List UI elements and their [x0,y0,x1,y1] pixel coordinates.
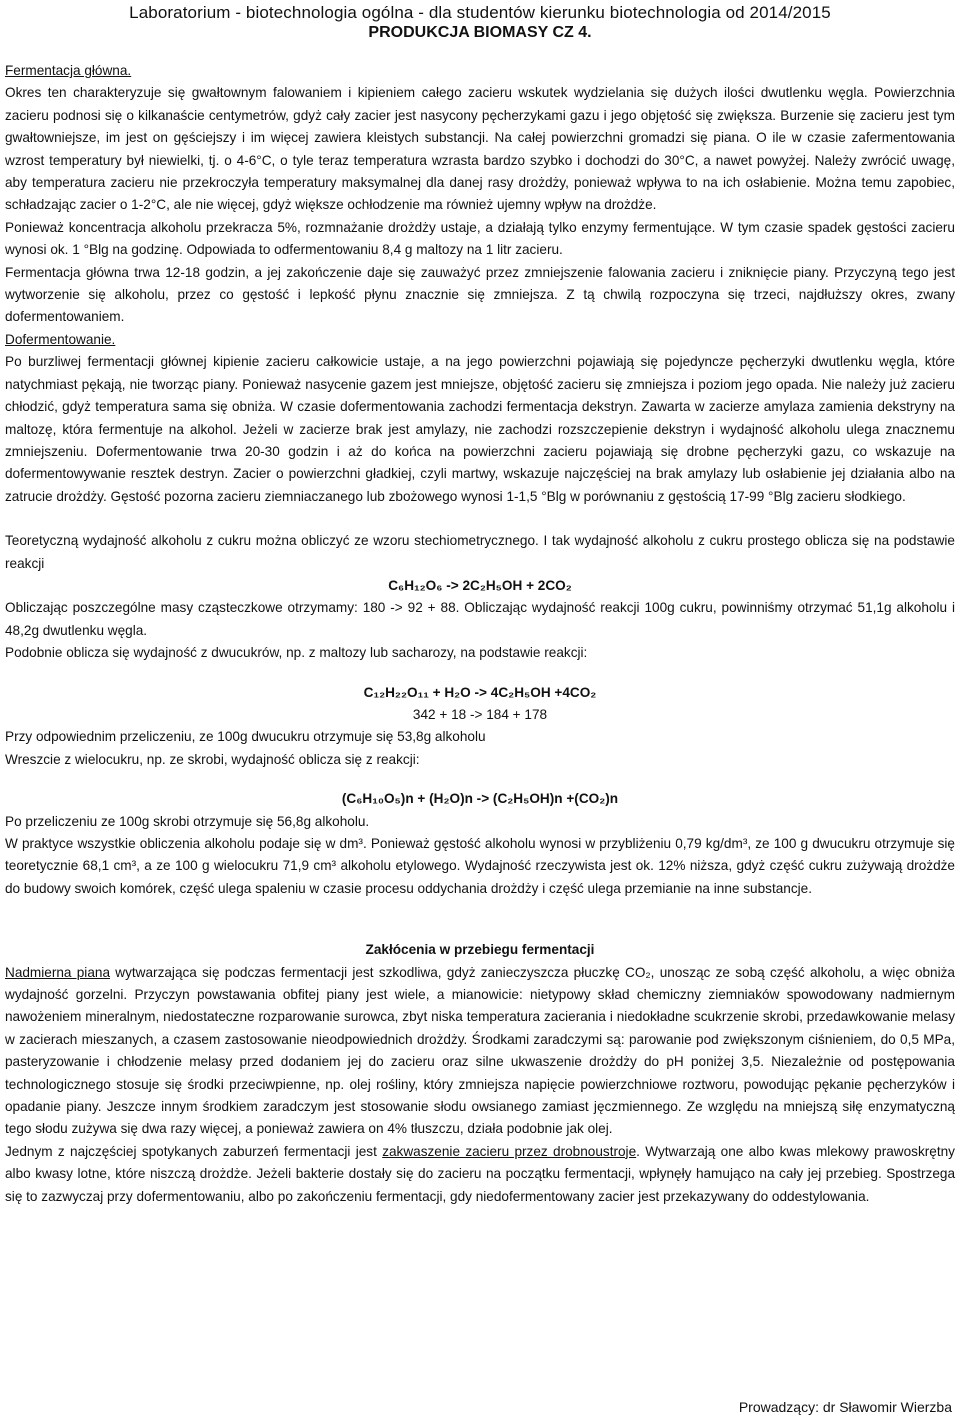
paragraph-text: Jednym z najczęściej spotykanych zaburzeń fermentacji jest [5,1143,383,1159]
equation-disaccharide: C₁₂H₂₂O₁₁ + H₂O -> 4C₂H₅OH +4CO₂ [363,684,597,700]
paragraph-text: . Wytwarzają one albo kwas mlekowy prawoskrętny albo kwasy lotne, które niszczą drożdże. Jeżeli bakterie dostały się do zacieru na początku fermentacji, wpłynęły hamująco na cały jej przebieg. Spostrzega się to zazwyczaj przy dofermentowaniu, albo po zakończeniu fermentacji, gdy niedofermentowany zacier jest przekazywany do oddestylowania. [5,1143,955,1204]
spacer [5,508,955,530]
paragraph-text: wytwarzająca się podczas fermentacji jest szkodliwa, gdyż zanieczyszcza płuczkę CO₂, unosząc ze sobą część alkoholu, a więc obniża wydajność gorzelni. Przyczyn powstawania obfitej piany jest wiele, a mianowicie: nietypowy skład chemiczny ziemniaków spowodowany nadmiernym nawożeniem mineralnym, niedostateczne rozparowanie surowca, zbyt niska temperatura zacierania i niedokładne scukrzenie skrobi, przedawkowanie melasy w zacierach mieszanych, a czasem zastosowanie nieodpowiednich drożdży. Środkami zaradczymi są: parowanie pod zwiększonym ciśnieniem, do 0,5 MPa, pasteryzowanie i chłodzenie melasy przed dodaniem jej do zacieru oraz silne ukwaszenie drożdży do pH poniżej 3,5. Niezależnie od postępowania technologicznego stosuje się środki przeciwpienne, np. olej rośliny, który zmniejsza napięcie powierzchniowe roztworu, powodując pękanie pęcherzyków i opadanie piany. Jeszcze innym środkiem zaradczym jest stosowanie słodu owsianego zamiast jęczmiennego. Ze względu na mniejszą siłę enzymatyczną tego słodu zużywa się dwa razy więcej, a ponieważ zawiera on 4% tłuszczu, działa podobnie jak olej. [5,964,955,1137]
document-header [0,0,960,43]
section-heading-fermentacja-glowna: Fermentacja główna. [5,63,132,78]
paragraph: Obliczając poszczególne masy cząsteczkowe otrzymamy: 180 -> 92 + 88. Obliczając wydajność reakcji 100g cukru, powinniśmy otrzymać 51,1g alkoholu i 48,2g dwutlenku węgla. [5,600,955,638]
underlined-term: Nadmierna piana [5,964,111,980]
spacer [5,900,955,922]
equation-polysaccharide: (C₆H₁₀O₅)n + (H₂O)n -> (C₂H₅OH)n +(CO₂)n [341,791,619,807]
header-title: Laboratorium - biotechnologia ogólna - dla studentów kierunku biotechnologia od 2014/2015 [129,3,831,22]
paragraph [5,962,955,1141]
paragraph: Przy odpowiednim przeliczeniu, ze 100g dwucukru otrzymuje się 53,8g alkoholu [5,729,486,745]
paragraph: Okres ten charakteryzuje się gwałtownym falowaniem i kipieniem całego zacieru wskutek wydzielania się dużych ilości dwutlenku węgla. Powierzchnia zacieru podnosi się o kilkanaście centymetrów, gdyż cały zacier jest nasycony pęcherzykami gazu i jego objętość się zwiększa. Burzenie się zacieru jest tym gwałtowniejsze, im jest on gęściejszy i im więcej zawiera kleistych substancji. Na całej powierzchni gromadzi się piana. O ile w czasie zafermentowania wzrost temperatury był niewielki, tj. o 4-6°C, o tyle teraz temperatura wzrasta bardzo szybko i dochodzi do 30°C, a nawet powyżej. Należy zwrócić uwagę, aby temperatura zacieru nie przekroczyła temperatury maksymalnej dla danej rasy drożdży, ponieważ wpływa to na ich osłabienie. Można temu zapobiec, schładzając zacier o 1-2°C, ale nie więcej, gdyż większe ochłodzenie ma również ujemny wpływ na drożdże. [5,85,955,213]
spacer [5,771,955,788]
paragraph: Po burzliwej fermentacji głównej kipienie zacieru całkowicie ustaje, a na jego powierzchni pojawiają się pojedyncze pęcherzyki dwutlenku węgla, które natychmiast pękają, nie tworząc piany. Ponieważ nasycenie gazem jest mniejsze, objętość zacieru się zmniejsza i poziom jego opada. Nie należy już zacieru chłodzić, gdyż temperatura sama się obniża. W czasie dofermentowania zachodzi fermentacja dekstryn. Zawarta w zacierze amylaza zamienia dekstryny na maltozę, która fermentuje na alkohol. Jeżeli w zacierze brak jest amylazy, nie zachodzi rozszczepienie dekstryn i wydajność alkoholu ulega znacznemu zmniejszeniu. Dofermentowanie trwa 20-30 godzin i aż do końca na powierzchni zacieru pojawiają się drobne pęcherzyki gazu, co wskazuje na dofermentowywanie resztek destryn. Zacier o powierzchni gładkiej, czyli martwy, wskazuje najczęściej na brak amylazy lub osłabienie jej działania albo na zatrucie drożdży. Gęstość pozorna zacieru ziemniaczanego lub zbożowego wynosi 1-1,5 °Blg w porównaniu z gęstością 17-99 °Blg zacieru słodkiego. [5,354,955,504]
paragraph: Fermentacja główna trwa 12-18 godzin, a jej zakończenie daje się zauważyć przez zmniejszenie falowania zacieru i zniknięcie piany. Przyczyną tego jest wytworzenie się alkoholu, przez co gęstość i lepkość płynu znacznie się zmniejsza. Z tą chwilą rozpoczyna się trzeci, najdłuższy okres, zwany dofermentowaniem. [5,264,955,325]
spacer [5,922,955,939]
paragraph: Teoretyczną wydajność alkoholu z cukru można obliczyć ze wzoru stechiometrycznego. I tak wydajność alkoholu z cukru prostego oblicza się na podstawie reakcji [5,533,955,571]
equation-disaccharide-masses: 342 + 18 -> 184 + 178 [412,706,548,722]
document-body [5,60,955,1208]
section-heading-zaklocenia: Zakłócenia w przebiegu fermentacji [365,942,595,958]
section-heading-dofermentowanie: Dofermentowanie. [5,331,116,347]
header-subtitle: PRODUKCJA BIOMASY CZ 4. [368,24,592,41]
paragraph: Podobnie oblicza się wydajność z dwucukrów, np. z maltozy lub sacharozy, na podstawie reakcji: [5,645,588,661]
spacer [5,665,955,682]
paragraph: Po przeliczeniu ze 100g skrobi otrzymuje się 56,8g alkoholu. [5,813,370,829]
underlined-term: zakwaszenie zacieru przez drobnoustroje [382,1143,637,1159]
footer-lecturer: Prowadzący: dr Sławomir Wierzba [738,1399,952,1415]
paragraph: W praktyce wszystkie obliczenia alkoholu podaje się w dm³. Ponieważ gęstość alkoholu wynosi w przybliżeniu 0,79 kg/dm³, ze 100 g dwucukru otrzymuje się teoretycznie 68,1 cm³, a ze 100 g wielocukru 71,9 cm³ alkoholu etylowego. Wydajność rzeczywista jest ok. 12% niższa, gdyż część cukru zużywają drożdże do budowy swoich komórek, część ulega spaleniu w czasie procesu oddychania drożdży i część ulega przemianie na inne substancje. [5,836,955,896]
paragraph: Wreszcie z wielocukru, np. ze skrobi, wydajność oblicza się z reakcji: [5,751,420,767]
equation-glucose: C₆H₁₂O₆ -> 2C₂H₅OH + 2CO₂ [388,577,572,593]
paragraph: Ponieważ koncentracja alkoholu przekracza 5%, rozmnażanie drożdży ustaje, a działają tylko enzymy fermentujące. W tym czasie spadek gęstości zacieru wynosi ok. 1 °Blg na godzinę. Odpowiada to odfermentowaniu 8,4 g maltozy na 1 litr zacieru. [5,219,955,258]
paragraph [5,1141,955,1208]
